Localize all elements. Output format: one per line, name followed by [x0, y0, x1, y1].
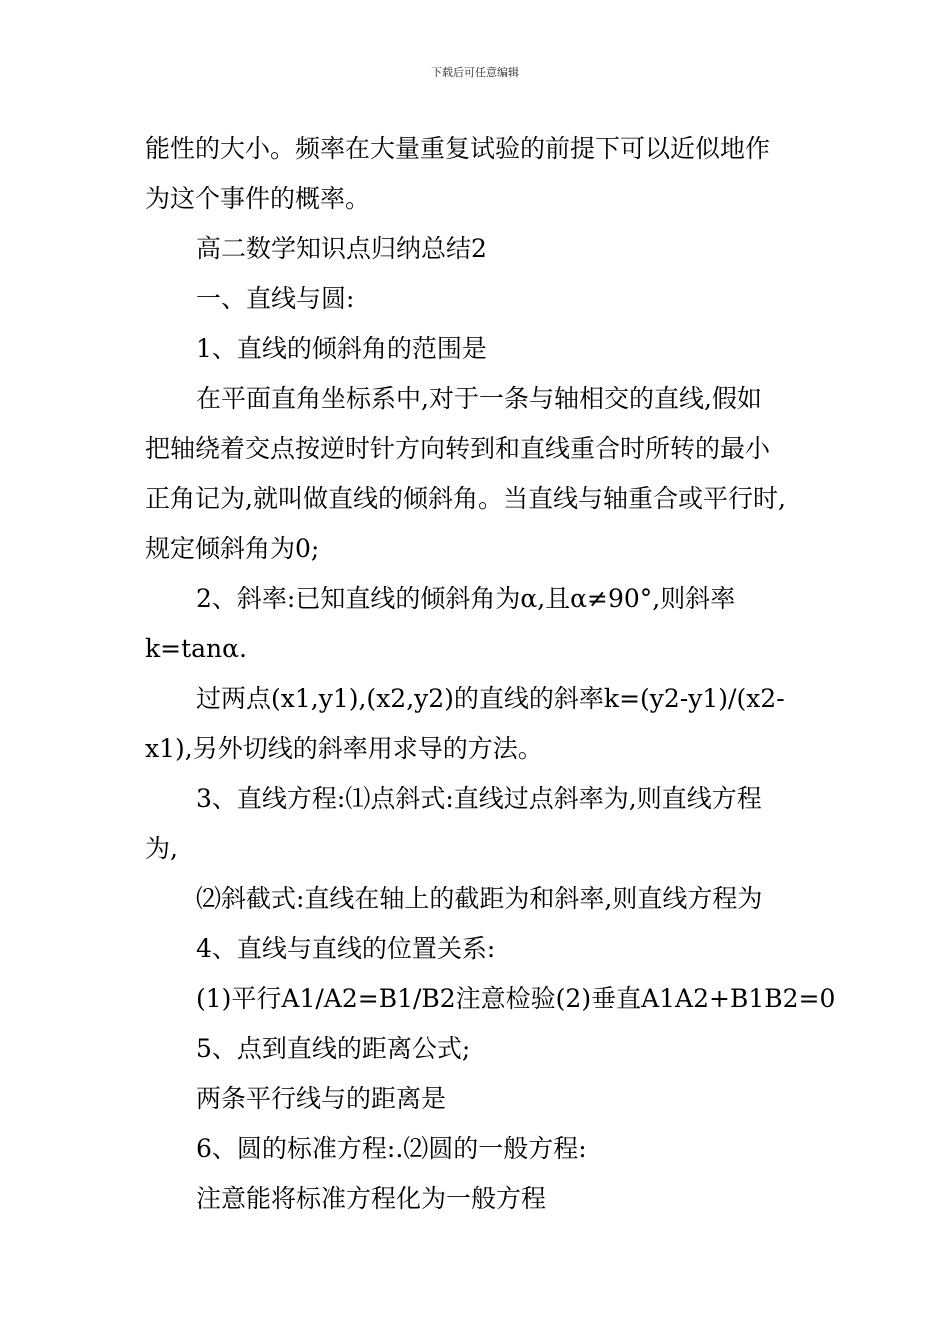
text-line: (1)平行A1/A2=B1/B2注意检验(2)垂直A1A2+B1B2=0 — [196, 984, 836, 1013]
text-line: 6、圆的标准方程:.⑵圆的一般方程: — [196, 1134, 587, 1163]
text-line: k=tanα. — [145, 634, 247, 663]
text-line: 4、直线与直线的位置关系: — [196, 934, 496, 963]
text-line: 2、斜率:已知直线的倾斜角为α,且α≠90°,则斜率 — [196, 584, 736, 613]
text-line: 在平面直角坐标系中,对于一条与轴相交的直线,假如 — [196, 384, 762, 413]
text-line: 规定倾斜角为0; — [145, 534, 320, 563]
section-heading: 高二数学知识点归纳总结2 — [196, 234, 487, 263]
text-line: 1、直线的倾斜角的范围是 — [196, 334, 487, 363]
text-line: 能性的大小。频率在大量重复试验的前提下可以近似地作 — [145, 134, 771, 163]
text-line: 为这个事件的概率。 — [145, 184, 371, 213]
text-line: 把轴绕着交点按逆时针方向转到和直线重合时所转的最小 — [145, 434, 771, 463]
subsection-heading: 一、直线与圆: — [196, 284, 355, 313]
text-line: 5、点到直线的距离公式; — [196, 1034, 471, 1063]
text-line: 为, — [145, 834, 178, 863]
text-line: x1),另外切线的斜率用求导的方法。 — [145, 734, 543, 763]
text-line: 3、直线方程:⑴点斜式:直线过点斜率为,则直线方程 — [196, 784, 762, 813]
text-line: 注意能将标准方程化为一般方程 — [196, 1184, 547, 1213]
page-header: 下载后可任意编辑 — [431, 66, 519, 79]
text-line: 过两点(x1,y1),(x2,y2)的直线的斜率k=(y2-y1)/(x2- — [196, 684, 785, 713]
text-line: 正角记为,就叫做直线的倾斜角。当直线与轴重合或平行时, — [145, 484, 786, 513]
text-line: ⑵斜截式:直线在轴上的截距为和斜率,则直线方程为 — [196, 884, 763, 913]
text-line: 两条平行线与的距离是 — [196, 1084, 447, 1113]
